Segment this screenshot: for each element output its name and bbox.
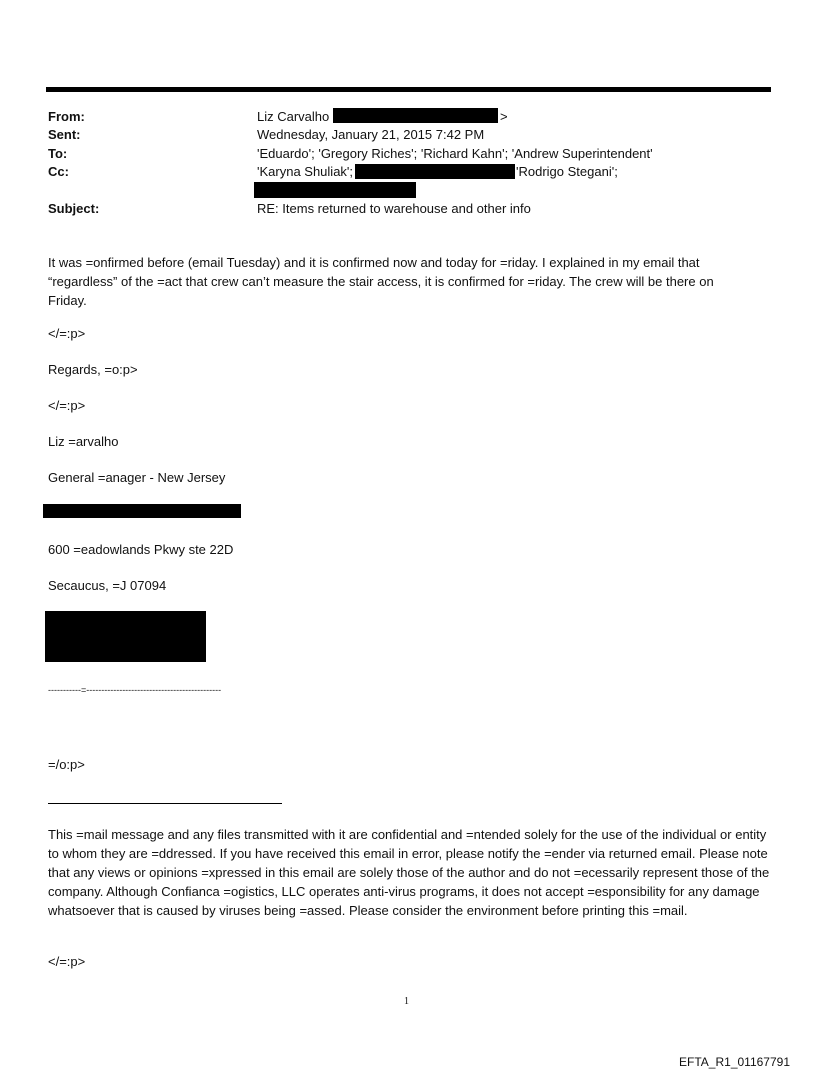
markup-fragment: =/o:p> [48,757,85,772]
from-close: > [500,109,508,124]
signature-title: General =anager - New Jersey [48,470,226,485]
disclaimer: This =mail message and any files transmitted with it are confidential and =ntended solely for the use of the individual or entity to whom they are =ddressed. If you have received this email in error, please notify the =ender via returned email. Please note that any views or opinions =xpressed in this email are solely those of the author and do not =ecessarily represent those of the company. Although Confianca =ogistics, LLC operates anti-virus programs, it does not accept =esponsibility for any damage whatsoever that is caused by viruses being =assed. Please consider the environment before printing this =mail. [48,827,770,918]
address-line-2: Secaucus, =J 07094 [48,578,167,593]
subject-value: RE: Items returned to warehouse and other info [257,201,531,216]
markup-fragment: </=:p> [48,954,86,969]
redaction-box [254,182,416,198]
body-paragraph: It was =onfirmed before (email Tuesday) and it is confirmed now and today for =riday. I explained in my email that “regardless” of the =act that crew can’t measure the stair access, it is confirmed for =riday. The crew will be there on Friday. [48,255,714,308]
cc-value-2: 'Rodrigo Stegani'; [516,164,618,179]
cc-label: Cc: [48,164,69,179]
from-name: Liz Carvalho [257,109,330,124]
markup-fragment: </=:p> [48,326,86,341]
subject-label: Subject: [48,201,100,216]
redaction-box [333,108,498,123]
from-value [257,108,329,125]
markup-fragment: </=:p> [48,398,86,413]
subject-row [48,200,99,217]
signature-name: Liz =arvalho [48,434,119,449]
from-label: From: [48,109,85,124]
to-value: 'Eduardo'; 'Gregory Riches'; 'Richard Kahn'; 'Andrew Superintendent' [257,146,653,161]
sent-label: Sent: [48,127,81,142]
separator-line [48,803,282,804]
page-number: 1 [404,996,409,1007]
to-row [48,145,67,162]
cc-row [48,163,69,180]
redaction-box [45,611,206,662]
cc-value-1: 'Karyna Shuliak'; [257,164,354,179]
closing: Regards, =o:p> [48,362,138,377]
to-label: To: [48,146,68,161]
redaction-box [43,504,241,518]
from-row [48,108,85,125]
sent-value: Wednesday, January 21, 2015 7:42 PM [257,127,485,142]
sent-row [48,126,81,143]
divider-text: -----------=--------------------------------------------- [48,685,222,695]
redaction-box [355,164,515,179]
address-line-1: 600 =eadowlands Pkwy ste 22D [48,542,234,557]
bates-number: EFTA_R1_01167791 [679,1055,790,1069]
header-rule [46,87,771,92]
